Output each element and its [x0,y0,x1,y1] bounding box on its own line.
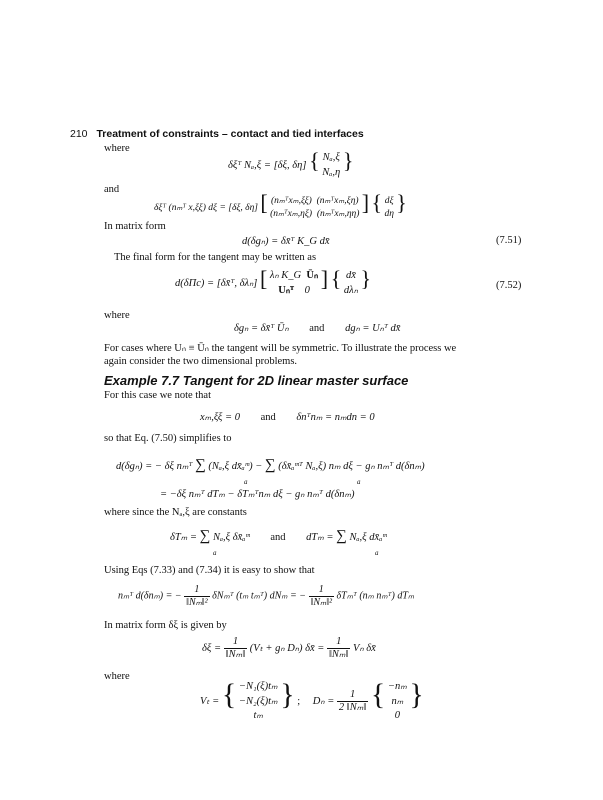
sum-index-1: a [244,478,248,486]
eq-dxi-num-2: 1 [327,636,350,649]
sum-index-2: a [357,478,361,486]
eq-t-b: dTₘ = [306,532,334,543]
eq-t-a-rest: Nₐ,ξ δx̄ₐᵐ [212,532,250,543]
sum-symbol-3: ∑ [199,528,211,544]
text-in-matrix-form-dxi: In matrix form δξ is given by [104,620,227,631]
sum-symbol-1: ∑ [195,457,206,473]
eq-v-lhs: Vₜ = [200,696,220,707]
text-where-3: where [104,671,130,682]
equation-normal-variation [118,584,414,608]
text-where-since: where since the Nₐ,ξ are constants [104,507,247,518]
eq-n-lhs: nₘᵀ d(δnₘ) = − [118,590,182,602]
eq2-lhs: δξᵀ (nₘᵀ x,ξξ) dξ = [δξ, δη] [154,203,259,213]
eq-simp-mid: (Nₐ,ξ dx̄ₐᵐ) − [208,461,263,472]
sum-symbol-4: ∑ [336,528,347,544]
equation-gn-variations [234,322,400,334]
eq-where2-a: δgₙ = δx̄ᵀ Ūₙ [234,323,289,334]
eq752-m21: Uₙᵀ [278,284,295,296]
eq2-vec-bot: dη [384,208,394,219]
eq752-lhs: d(δΠc) = [δx̄ᵀ, δλₙ] [175,278,258,289]
text-for-cases-line1: For cases where Uₙ ≡ Ūₙ the tangent will be symmetric. To illustrate the process we [104,343,457,354]
text-and-1: and [104,184,120,195]
eq-dxi-frac-1 [224,636,247,661]
eq-d-den: 2 ‖Nₘ‖ [338,702,367,714]
eq-v-vector [239,680,278,723]
equation-simplified-line1 [116,457,425,474]
eq2-vec-top: dξ [384,196,394,206]
eq-d-3: 0 [394,709,400,721]
eq-n-num-2: 1 [309,584,335,597]
text-final-form: The final form for the tangent may be written as [114,252,317,263]
equation-simplified-line2: = −δξ nₘᵀ dTₘ − δTₘᵀnₘ dξ − gₙ nₘᵀ d(δnₘ) [160,489,355,500]
running-head-title: Treatment of constraints – contact and tied interfaces [96,128,364,140]
sum-index-4: a [375,549,379,557]
eq-where2-and: and [309,323,325,334]
eq-v-1: −N₁(ξ)tₘ [238,681,278,693]
eq-d-lhs: Dₙ = [312,696,335,707]
eq-dxi-num-1: 1 [224,636,247,649]
eq2-m22: (nₘᵀxₘ,ηη) [316,208,360,219]
eq-n-end: δTₘᵀ (nₘ nₘᵀ) dTₘ [336,590,415,602]
eq752-vec-top: dx̄ [345,270,356,282]
eq-ex-b: δnᵀnₘ = nₘdn = 0 [296,412,375,423]
eq-ex-and: and [260,412,276,423]
text-using-eqs: Using Eqs (7.33) and (7.34) it is easy to show that [104,565,315,576]
page-number: 210 [70,128,88,140]
eq-v-2: −N₂(ξ)tₘ [238,695,278,707]
equation-example-conditions [200,411,375,423]
eq-v-sep: ; [297,696,301,707]
eq752-matrix [270,269,318,297]
eq-t-and: and [270,532,286,543]
equation-number-7-52: (7.52) [496,280,522,291]
eq-simp-end: (δx̄ₐᵐᵀ Nₐ,ξ) nₘ dξ − gₙ nₘᵀ d(δnₘ) [278,461,425,472]
eq-dxi-mid: (Vₜ + gₙ Dₙ) δx̄ = [249,642,325,654]
eq2-m21: (nₘᵀxₘ,ηξ) [270,208,313,219]
eq-n-num-1: 1 [184,584,210,597]
eq1-vector [322,151,340,179]
equation-tm [170,528,387,545]
eq752-vec-bot: dλₙ [343,284,358,296]
eq-d-1: −nₘ [387,681,407,693]
eq752-vector [344,269,358,297]
eq2-matrix [270,195,359,221]
eq-v-3: tₘ [253,709,263,721]
eq-d-frac [337,689,368,714]
text-where-2: where [104,310,130,321]
eq-t-b-rest: Nₐ,ξ dx̄ₐᵐ [349,532,387,543]
eq-n-frac-2 [309,584,335,608]
equation-number-7-51: (7.51) [496,235,522,246]
eq-n-den-1: ‖Nₘ‖² [186,596,208,608]
example-heading: Example 7.7 Tangent for 2D linear master surface [104,373,409,388]
eq1-vec-top: Nₐ,ξ [322,152,340,164]
eq2-vector [384,195,393,221]
eq-n-mid: δNₘᵀ (tₘ tₘᵀ) dNₘ = − [212,590,307,602]
eq-dxi-den-2: ‖Nₘ‖ [328,649,349,661]
eq-dxi-den-1: ‖Nₘ‖ [225,649,246,661]
sum-index-3: a [213,549,217,557]
equation-vt-dn: Vₜ = { −N₁(ξ)tₘ −N₂(ξ)tₘ tₘ } ; Dₙ = $\frac{1}{\text{2 ‖Nₘ‖}}$ { −nₘ nₘ 0 } [200,680,424,723]
eq-ex-a: xₘ,ξξ = 0 [200,412,240,423]
running-head [70,128,364,140]
eq-n-den-2: ‖Nₘ‖² [310,596,333,608]
eq-t-a: δTₘ = [170,532,197,543]
eq1-lhs: δξᵀ Nₐ,ξ = [δξ, δη] [228,160,307,171]
eq2-m12: (nₘᵀxₘ,ξη) [316,196,359,206]
eq-dxi-lhs: δξ = [202,642,222,654]
eq-dxi-end: Vₙ δx̄ [353,642,376,654]
equation-7-51: d(δgₙ) = δx̄ᵀ K_G dx̄ [242,236,330,247]
text-where-1: where [104,143,130,154]
eq752-m22: 0 [304,284,310,296]
eq-dxi-frac-2 [327,636,350,661]
eq-d-num: 1 [337,689,368,702]
eq2-m11: (nₘᵀxₘ,ξξ) [270,196,312,206]
eq-n-frac-1 [184,584,210,608]
equation-dxi [202,636,376,661]
eq1-vec-bot: Nₐ,η [322,166,341,178]
equation-xi-matrix: δξᵀ (nₘᵀ x,ξξ) dξ = [δξ, δη] [ (nₘᵀxₘ,ξξ) (nₘᵀxₘ,ξη) (nₘᵀxₘ,ηξ) (nₘᵀxₘ,ηη) ] { dξ dη } [154,190,407,219]
equation-xi-n: δξᵀ Nₐ,ξ = [δξ, δη] { Nₐ,ξ Nₐ,η } [228,150,353,180]
eq-where2-b: dgₙ = Uₙᵀ dx̄ [345,323,401,334]
equation-7-52: d(δΠc) = [δx̄ᵀ, δλₙ] [ λₙ K_G Ūₙ Uₙᵀ 0 ] { dx̄ dλₙ } [175,268,371,298]
text-for-this-case: For this case we note that [104,390,212,401]
eq-d-2: nₘ [391,695,404,707]
text-so-that: so that Eq. (7.50) simplifies to [104,433,232,444]
eq752-m12: Ūₙ [306,270,319,282]
text-for-cases-line2: again consider the two dimensional problems. [104,356,298,367]
text-in-matrix-form: In matrix form [104,221,166,232]
eq-simp-lhs: d(δgₙ) = − δξ nₘᵀ [116,461,193,472]
eq-d-vector [388,680,407,723]
sum-symbol-2: ∑ [264,457,276,473]
eq752-m11: λₙ K_G [269,270,302,282]
